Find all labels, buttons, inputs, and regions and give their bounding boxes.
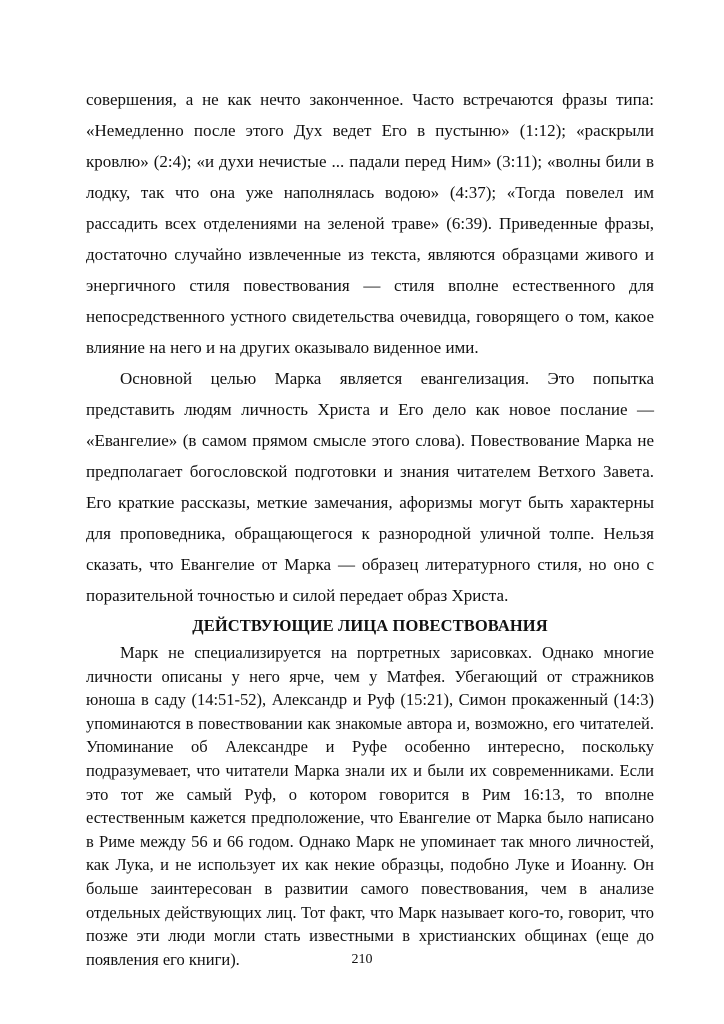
page-number: 210	[351, 952, 373, 967]
document-page	[86, 84, 654, 971]
section-heading: ДЕЙСТВУЮЩИЕ ЛИЦА ПОВЕСТВОВАНИЯ	[192, 616, 548, 635]
paragraph-characters: Марк не специализируется на портретных зарисовках. Однако многие личности описаны у него ярче, чем у Матфея. Убегающий от стражников юноша в саду (14:51-52), Александр и Руф (15:21), Симон прокаженный (14:3) упоминаются в повествовании как знакомые автора и, возможно, его читателей. Упоминание об Александре и Руфе особенно интересно, поскольку подразумевает, что читатели Марка знали их и были их современниками. Если это тот же самый Руф, о котором говорится в Рим 16:13, то вполне естественным кажется предположение, что Евангелие от Марка было написано в Риме между 56 и 66 годом. Однако Марк не упоминает так много личностей, как Лука, и не использует их как некие образцы, подобно Луке и Иоанну. Он больше заинтересован в развитии самого повествования, чем в анализе отдельных действующих лиц. Тот факт, что Марк называет кого-то, говорит, что позже эти люди могли стать известными в христианских общинах (еще до появления его книги).	[86, 643, 654, 969]
paragraph-continuation: совершения, а не как нечто законченное. Часто встречаются фразы типа: «Немедленно после этого Дух ведет Его в пустыню» (1:12); «раскрыли кровлю» (2:4); «и духи нечистые ... падали перед Ним» (3:11); «волны били в лодку, так что она уже наполнялась водою» (4:37); «Тогда повелел им рассадить всех отделениями на зеленой траве» (6:39). Приведенные фразы, достаточно случайно извлеченные из текста, являются образцами живого и энергичного стиля повествования — стиля вполне естественного для непосредственного устного свидетельства очевидца, говорящего о том, какое влияние на него и на других оказывало виденное ими.	[86, 90, 654, 357]
body-text-bottom	[86, 641, 654, 971]
paragraph-evangelization: Основной целью Марка является евангелизация. Это попытка представить людям личность Христа и Его дело как новое послание — «Евангелие» (в самом прямом смысле этого слова). Повествование Марка не предполагает богословской подготовки и знания читателем Ветхого Завета. Его краткие рассказы, меткие замечания, афоризмы могут быть характерны для проповедника, обращающегося к разнородной уличной толпе. Нельзя сказать, что Евангелие от Марка — образец литературного стиля, но оно с поразительной точностью и силой передает образ Христа.	[86, 369, 654, 605]
body-text-top	[86, 84, 654, 611]
